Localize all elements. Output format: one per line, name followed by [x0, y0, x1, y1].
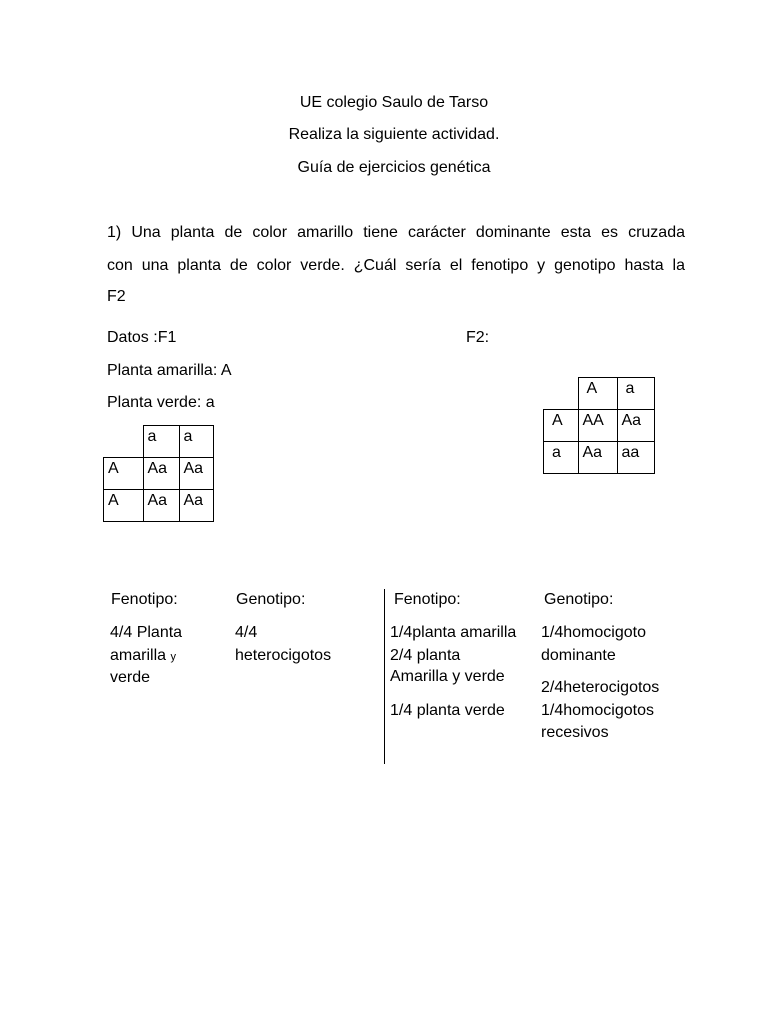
f1-label: Datos :F1 [107, 329, 177, 346]
question-line-1: 1) Una planta de color amarillo tiene carácter dominante esta es cruzada [107, 224, 685, 241]
f2-genotipo-line-1: 1/4homocigoto [541, 624, 646, 641]
f1-genotipo-line-2: heterocigotos [235, 647, 332, 664]
f2-punnett-square [543, 377, 655, 474]
f2-fenotipo-line-4: 1/4 planta verde [390, 702, 505, 719]
f1-green-plant: Planta verde: a [107, 394, 215, 411]
corner-cell [544, 378, 579, 410]
f1-fenotipo-word: amarilla [110, 647, 167, 664]
row-header: a [544, 442, 579, 474]
table-cell: aa [617, 442, 654, 474]
f2-genotipo-line-3: 2/4heterocigotos [541, 679, 660, 696]
question-line-3: F2 [107, 288, 126, 305]
row-header: A [104, 458, 144, 490]
f1-genotipo-heading: Genotipo: [236, 591, 306, 608]
table-cell: Aa [143, 490, 179, 522]
f2-genotipo-line-4: 1/4homocigotos [541, 702, 654, 719]
table-cell: Aa [179, 490, 213, 522]
guide-title: Guía de ejercicios genética [297, 159, 491, 176]
table-cell: Aa [578, 442, 617, 474]
column-divider [384, 589, 385, 764]
instruction: Realiza la siguiente actividad. [288, 126, 500, 143]
table-cell: Aa [179, 458, 213, 490]
table-cell: Aa [617, 410, 654, 442]
f1-yellow-plant: Planta amarilla: A [107, 362, 232, 379]
f2-genotipo-line-5: recesivos [541, 724, 609, 741]
f2-genotipo-line-2: dominante [541, 647, 616, 664]
f1-fenotipo-small-y: y [170, 651, 176, 663]
col-header: a [179, 426, 213, 458]
f1-fenotipo-line-1: 4/4 Planta [110, 624, 183, 641]
row-header: A [104, 490, 144, 522]
table-cell: AA [578, 410, 617, 442]
row-header: A [544, 410, 579, 442]
f2-fenotipo-line-1: 1/4planta amarilla [390, 624, 517, 641]
f2-fenotipo-line-3: Amarilla y verde [390, 668, 505, 685]
f2-fenotipo-line-2: 2/4 planta [390, 647, 461, 664]
f1-fenotipo-heading: Fenotipo: [111, 591, 178, 608]
f2-label: F2: [466, 329, 490, 346]
f1-fenotipo-line-2 [110, 647, 176, 666]
f1-fenotipo-line-3: verde [110, 669, 151, 686]
f1-punnett-square [103, 425, 214, 522]
f1-genotipo-line-1: 4/4 [235, 624, 258, 641]
f2-genotipo-heading: Genotipo: [544, 591, 614, 608]
table-cell: Aa [143, 458, 179, 490]
question-line-2: con una planta de color verde. ¿Cuál sería el fenotipo y genotipo hasta la [107, 257, 685, 274]
corner-cell [104, 426, 144, 458]
col-header: a [617, 378, 654, 410]
f2-fenotipo-heading: Fenotipo: [394, 591, 461, 608]
col-header: a [143, 426, 179, 458]
school-name: UE colegio Saulo de Tarso [299, 94, 489, 111]
col-header: A [578, 378, 617, 410]
